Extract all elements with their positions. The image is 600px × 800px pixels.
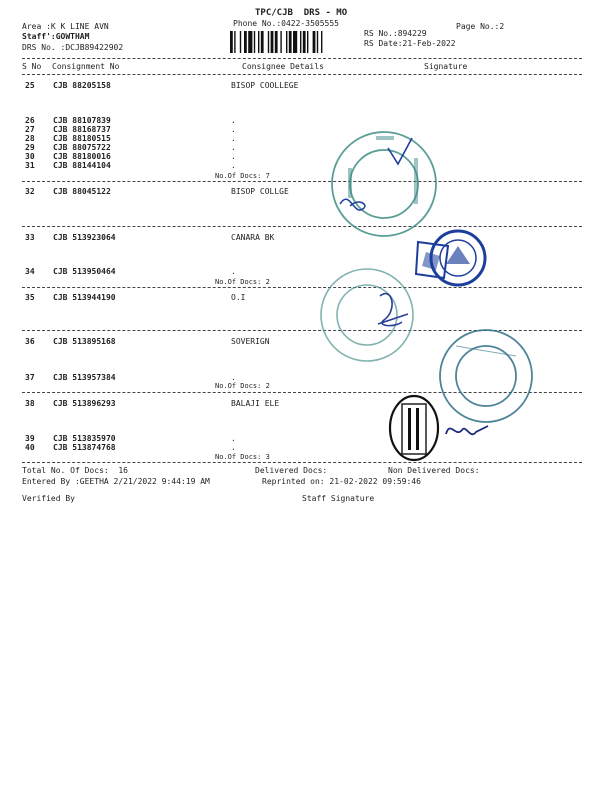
rs-number: RS No.:894229 [364,29,427,38]
col-consignee: Consignee Details [242,62,324,71]
row-consignee: O.I [231,293,246,302]
row-consignment: CJB 88205158 [53,81,111,90]
reprinted-on: Reprinted on: 21-02-2022 09:59:46 [262,477,421,486]
balaji-received-stamp [384,394,494,464]
row-sno: 35 [25,293,35,302]
row-consignment: CJB 88168737 [53,125,111,134]
document-title: TPC/CJB DRS - MO [255,8,348,18]
col-sno: S No [22,62,42,71]
row-sno: 28 [25,134,35,143]
row-consignee: BISOP COOLLEGE [231,81,299,90]
row-consignment: CJB 513944190 [53,293,116,302]
row-sno: 32 [25,187,35,196]
row-consignee: . [231,434,236,443]
divider [22,462,582,463]
row-consignee: . [231,443,236,452]
row-consignment: CJB 88075722 [53,143,111,152]
row-consignee: . [231,134,236,143]
row-consignment: CJB 513950464 [53,267,116,276]
row-sno: 40 [25,443,35,452]
row-consignee: . [231,152,236,161]
row-consignment: CJB 513957384 [53,373,116,382]
row-consignment: CJB 88144104 [53,161,111,170]
non-delivered-docs: Non Delivered Docs: [388,466,480,475]
row-sno: 25 [25,81,35,90]
row-consignee: SOVERIGN [231,337,270,346]
staff-label: Staff':GOWTHAM [22,32,90,41]
institute-stamp [318,266,416,364]
divider [22,74,582,75]
group-doc-count: No.Of Docs: 2 [215,278,270,286]
area-label: Area :K K LINE AVN [22,22,109,31]
total-docs: Total No. Of Docs: 16 [22,466,128,475]
row-sno: 37 [25,373,35,382]
group-doc-count: No.Of Docs: 3 [215,453,270,461]
row-consignee: BALAJI ELE [231,399,280,408]
row-sno: 26 [25,116,35,125]
barcode [230,31,360,53]
row-consignee: . [231,143,236,152]
row-consignee: . [231,373,236,382]
row-sno: 39 [25,434,35,443]
row-sno: 34 [25,267,35,276]
row-consignment: CJB 513896293 [53,399,116,408]
row-consignee: . [231,161,236,170]
row-consignment: CJB 513835970 [53,434,116,443]
divider [22,226,582,227]
col-signature: Signature [424,62,468,71]
divider [22,181,582,182]
divider [22,287,582,288]
row-consignee: CANARA BK [231,233,275,242]
row-sno: 30 [25,152,35,161]
row-consignment: CJB 513895168 [53,337,116,346]
delivered-docs: Delivered Docs: [255,466,328,475]
drs-number: DRS No. :DCJB89422902 [22,43,124,52]
group-doc-count: No.Of Docs: 2 [215,382,270,390]
verified-by: Verified By [22,494,75,503]
row-consignee: BISOP COLLGE [231,187,289,196]
rs-date: RS Date:21-Feb-2022 [364,39,456,48]
row-consignment: CJB 88107839 [53,116,111,125]
college-stamp [328,128,440,240]
row-sno: 36 [25,337,35,346]
row-sno: 27 [25,125,35,134]
row-sno: 31 [25,161,35,170]
row-sno: 33 [25,233,35,242]
row-consignment: CJB 88045122 [53,187,111,196]
entered-by: Entered By :GEETHA 2/21/2022 9:44:19 AM [22,477,210,486]
row-consignee: . [231,125,236,134]
row-sno: 29 [25,143,35,152]
row-consignment: CJB 88180016 [53,152,111,161]
phone-number: Phone No.:0422-3505555 [233,19,339,28]
divider [22,58,582,59]
group-doc-count: No.Of Docs: 7 [215,172,270,180]
row-consignment: CJB 88180515 [53,134,111,143]
bank-seal [412,238,452,282]
row-consignee: . [231,267,236,276]
page-number: Page No.:2 [456,22,505,31]
row-consignee: . [231,116,236,125]
row-consignment: CJB 513874768 [53,443,116,452]
row-consignment: CJB 513923064 [53,233,116,242]
col-consignment: Consignment No [52,62,120,71]
row-sno: 38 [25,399,35,408]
staff-signature: Staff Signature [302,494,375,503]
